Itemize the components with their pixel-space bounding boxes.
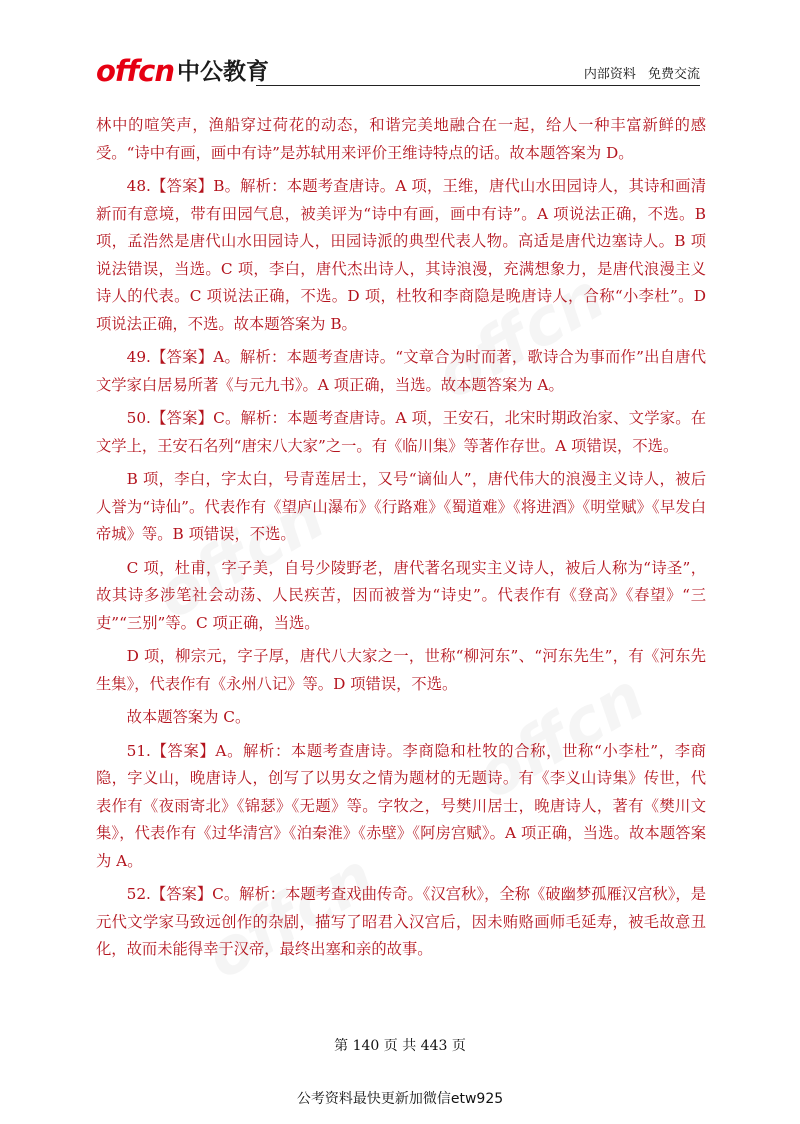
offcn-logo [96, 52, 269, 86]
page-indicator: 第 140 页 共 443 页 [334, 1038, 466, 1054]
footer-note: 公考资料最快更新加微信etw925 [296, 1091, 504, 1107]
answer-50-conclusion: 故本题答案为 C。 [126, 708, 251, 726]
answer-52: 52.【答案】C。解析：本题考查戏曲传奇。《汉宫秋》，全称《破幽梦孤雁汉宫秋》，是元代文学家马致远创作的杂剧，描写了昭君入汉宫后，因未贿赂画师毛延寿，被毛故意丑化，故而未能得幸于汉帝，最终出塞和亲的故事。 [96, 885, 706, 958]
answer-50-option-d: D 项，柳宗元，字子厚，唐代八大家之一，世称“柳河东”、“河东先生”，有《河东先生集》，代表作有《永州八记》等。D 项错误，不选。 [96, 647, 706, 693]
answer-50: 50.【答案】C。解析：本题考查唐诗。A 项，王安石，北宋时期政治家、文学家。在文学上，王安石名列“唐宋八大家”之一。有《临川集》等著作存世。A 项错误，不选。 [96, 409, 706, 455]
header-tags [584, 63, 700, 82]
paragraph-continuation: 林中的喧笑声，渔船穿过荷花的动态，和谐完美地融合在一起，给人一种丰富新鲜的感受。“诗中有画，画中有诗”是苏轼用来评价王维诗特点的话。故本题答案为 D。 [96, 116, 706, 162]
answer-content [96, 112, 706, 970]
page-header [96, 52, 700, 86]
answer-49: 49.【答案】A。解析：本题考查唐诗。“文章合为时而著，歌诗合为事而作”出自唐代文学家白居易所著《与元九书》。A 项正确，当选。故本题答案为 A。 [96, 348, 706, 394]
tag-free: 免费交流 [647, 67, 700, 82]
answer-48: 48.【答案】B。解析：本题考查唐诗。A 项，王维，唐代山水田园诗人，其诗和画清新而有意境，带有田园气息，被美评为“诗中有画，画中有诗”。A 项说法正确，不选。B 项，孟浩然是唐代山水田园诗人，田园诗派的典型代表人物。高适是唐代边塞诗人。B 项说法错误，当选。C 项，李白，唐代杰出诗人，其诗浪漫，充满想象力，是唐代浪漫主义诗人的代表。C 项说法正确，不选。D 项，杜牧和李商隐是晚唐诗人，合称“小李杜”。D 项说法正确，不选。故本题答案为 B。 [96, 177, 706, 333]
answer-51: 51.【答案】A。解析：本题考查唐诗。李商隐和杜牧的合称，世称“小李杜”，李商隐，字义山，晚唐诗人，创写了以男女之情为题材的无题诗。有《李义山诗集》传世，代表作有《夜雨寄北》《锦瑟》《无题》等。字牧之，号樊川居士，晚唐诗人，著有《樊川文集》，代表作有《过华清宫》《泊秦淮》《赤壁》《阿房宫赋》。A 项正确，当选。故本题答案为 A。 [96, 741, 706, 870]
logo-mark: offcn [96, 54, 174, 88]
header-divider [256, 85, 700, 86]
tag-internal: 内部资料 [583, 67, 636, 82]
logo-text: 中公教育 [177, 59, 269, 85]
answer-50-option-c: C 项，杜甫，字子美，自号少陵野老，唐代著名现实主义诗人，被后人称为“诗圣”，故其诗多涉笔社会动荡、人民疾苦，因而被誉为“诗史”。代表作有《登高》《春望》“三吏”“三别”等。C 项正确，当选。 [96, 558, 706, 632]
answer-50-option-b: B 项，李白，字太白，号青莲居士，又号“谪仙人”，唐代伟大的浪漫主义诗人，被后人誉为“诗仙”。代表作有《望庐山瀑布》《行路难》《蜀道难》《将进酒》《明堂赋》《早发白帝城》等。B 项错误，不选。 [96, 470, 706, 543]
